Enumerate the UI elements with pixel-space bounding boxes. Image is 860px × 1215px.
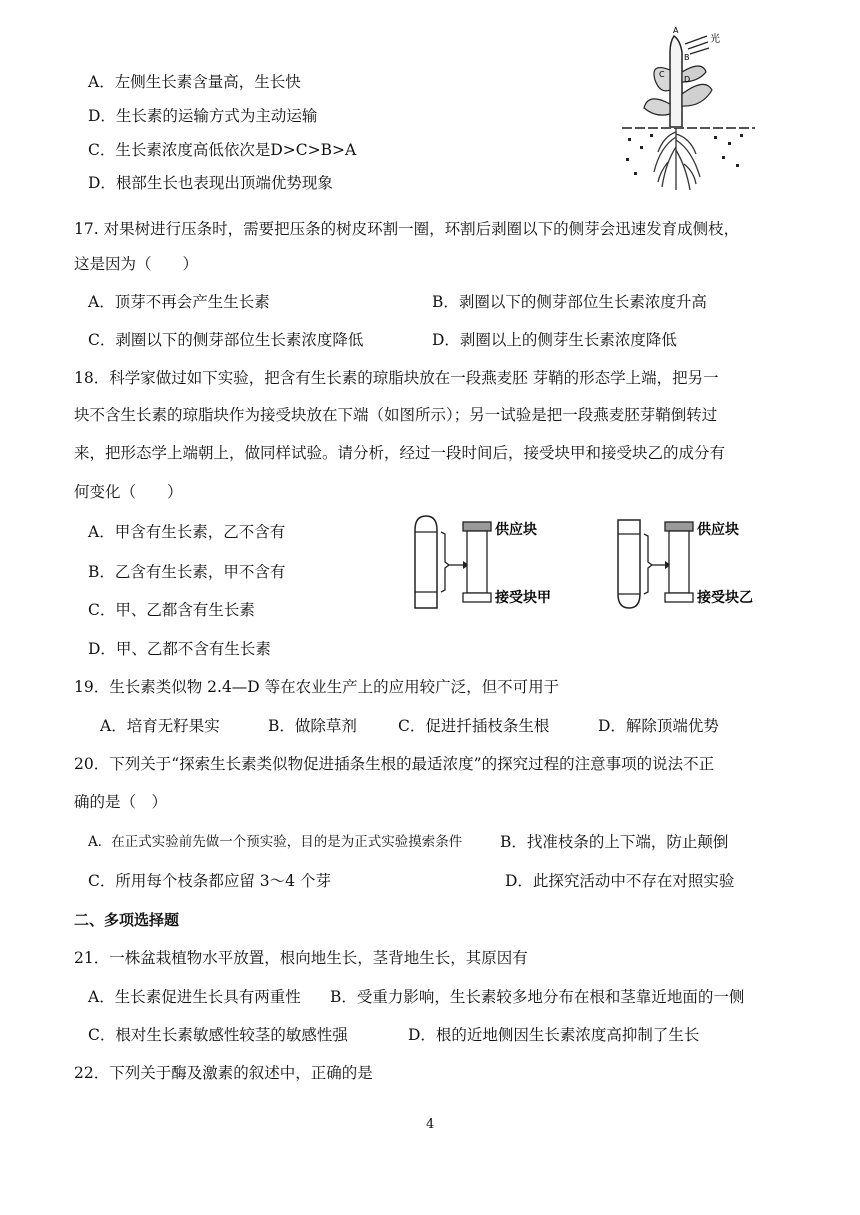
q20-option-b: B．找准枝条的上下端，防止颠倒 <box>500 833 729 851</box>
figure-label-d: D <box>684 75 691 84</box>
coleoptile-experiment-figure <box>405 512 785 617</box>
plant-figure <box>610 22 760 197</box>
q16-option-d1: D．生长素的运输方式为主动运输 <box>88 107 318 125</box>
q18-stem-line-4: 何变化（ ） <box>74 483 183 501</box>
q21-option-d: D．根的近地侧因生长素浓度高抑制了生长 <box>408 1026 700 1044</box>
q18-option-b: B．乙含有生长素，甲不含有 <box>88 563 286 581</box>
light-rays-icon <box>685 36 709 54</box>
q16-option-c: C．生长素浓度高低依次是D>C>B>A <box>88 141 357 159</box>
q19-stem: 19．生长素类似物 2.4—D 等在农业生产上的应用较广泛，但不可用于 <box>74 678 560 696</box>
q17-option-c: C．剥圈以下的侧芽部位生长素浓度降低 <box>88 331 364 349</box>
q18-option-c: C．甲、乙都含有生长素 <box>88 601 255 619</box>
q18-option-d: D．甲、乙都不含有生长素 <box>88 640 271 658</box>
receive-block-label-1: 接受块甲 <box>495 590 551 606</box>
supply-block-label-2: 供应块 <box>697 522 739 538</box>
q20-option-a: A．在正式实验前先做一个预实验，目的是为正式实验摸索条件 <box>88 834 463 850</box>
light-label: 光 <box>710 34 720 45</box>
q17-option-a: A．顶芽不再会产生生长素 <box>88 293 270 311</box>
receive-block-label-2: 接受块乙 <box>697 590 753 606</box>
q21-option-a: A．生长素促进生长具有两重性 <box>88 988 301 1006</box>
q19-option-b: B．做除草剂 <box>268 717 357 735</box>
figure-label-b: B <box>684 53 690 62</box>
q20-stem-line-1: 20．下列关于“探索生长素类似物促进插条生根的最适浓度”的探究过程的注意事项的说法不正 <box>74 755 715 773</box>
q21-option-c: C．根对生长素敏感性较茎的敏感性强 <box>88 1026 348 1044</box>
q17-stem-line-2: 这是因为（ ） <box>74 255 199 273</box>
q16-option-a: A．左侧生长素含量高，生长快 <box>88 73 301 91</box>
figure-label-a: A <box>673 26 679 35</box>
q19-option-a: A．培育无籽果实 <box>100 717 220 735</box>
q20-option-d: D．此探究活动中不存在对照实验 <box>505 872 735 890</box>
q17-option-d: D．剥圈以上的侧芽生长素浓度降低 <box>432 331 677 349</box>
section-title-multiple-choice: 二、多项选择题 <box>74 911 180 929</box>
q16-option-d2: D．根部生长也表现出顶端优势现象 <box>88 174 333 192</box>
q17-stem-line-1: 17. 对果树进行压条时，需要把压条的树皮环割一圈，环割后剥圈以下的侧芽会迅速发育成侧枝， <box>74 220 740 238</box>
q19-option-c: C．促进扦插枝条生根 <box>398 717 550 735</box>
q17-option-b: B．剥圈以下的侧芽部位生长素浓度升高 <box>432 293 707 311</box>
q20-stem-line-2: 确的是（ ） <box>74 793 168 811</box>
page-number: 4 <box>426 1117 435 1132</box>
q18-option-a: A．甲含有生长素，乙不含有 <box>88 523 286 541</box>
figure-label-c: C <box>659 70 665 79</box>
q19-option-d: D．解除顶端优势 <box>598 717 719 735</box>
q21-option-b: B．受重力影响，生长素较多地分布在根和茎靠近地面的一侧 <box>330 988 745 1006</box>
q21-stem: 21．一株盆栽植物水平放置，根向地生长，茎背地生长，其原因有 <box>74 949 528 967</box>
q18-stem-line-2: 块不含生长素的琼脂块作为接受块放在下端（如图所示）；另一试验是把一段燕麦胚芽鞘倒转过 <box>74 406 718 424</box>
supply-block-label-1: 供应块 <box>495 522 537 538</box>
q22-stem: 22．下列关于酶及激素的叙述中，正确的是 <box>74 1064 373 1082</box>
q20-option-c: C．所用每个枝条都应留 3～4 个芽 <box>88 872 331 890</box>
q18-stem-line-3: 来，把形态学上端朝上，做同样试验。请分析，经过一段时间后，接受块甲和接受块乙的成分有 <box>74 444 726 462</box>
q18-stem-line-1: 18．科学家做过如下实验，把含有生长素的琼脂块放在一段燕麦胚 芽鞘的形态学上端，把另一 <box>74 369 719 387</box>
